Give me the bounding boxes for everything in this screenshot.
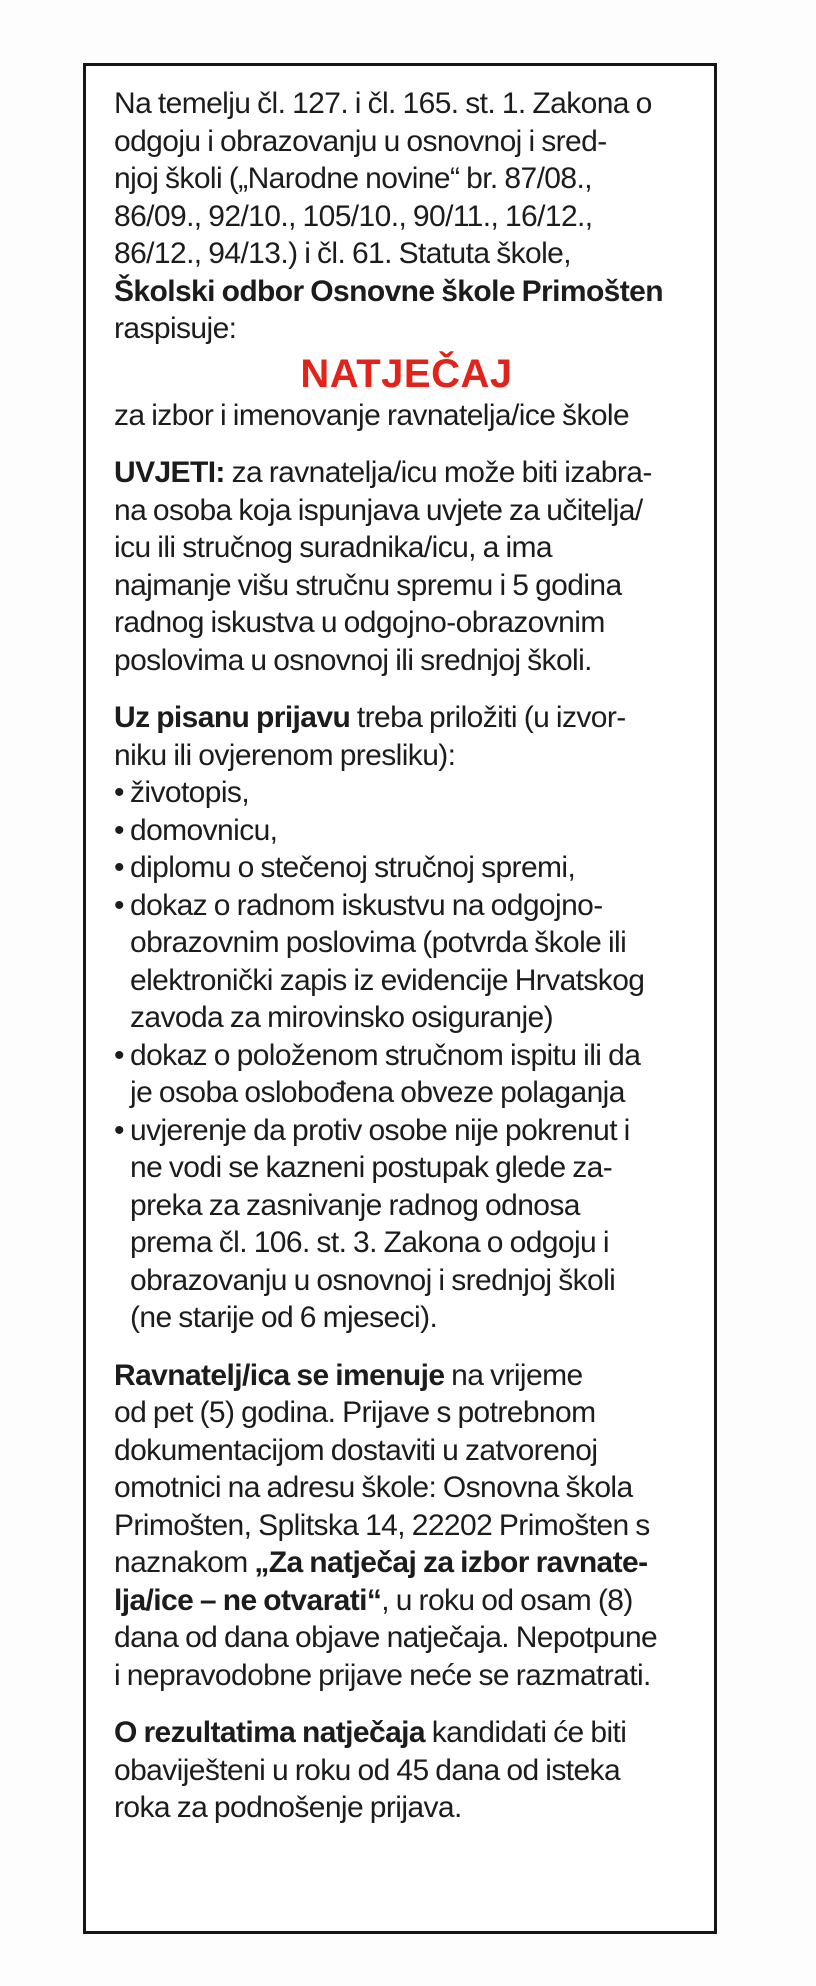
notice-content [114, 85, 699, 1827]
results-line: roka za podnošenje prijava. [114, 1791, 462, 1824]
conditions-line [114, 454, 699, 492]
results-paragraph [114, 1714, 699, 1827]
list-item-continuation: ne vodi se kazneni postupak glede za- [130, 1151, 613, 1184]
envelope-marking: lja/ice – ne otvarati“ [114, 1583, 382, 1617]
list-item-continuation: je osoba oslobođena obveze polaganja [130, 1076, 625, 1109]
list-item-continuation: zavoda za mirovinsko osiguranje) [130, 1001, 554, 1034]
spacer [114, 1694, 699, 1714]
appointment-text: na vrijeme [444, 1358, 583, 1392]
spacer [114, 679, 699, 699]
list-item: • domovnicu, [114, 812, 699, 850]
list-item-continuation: obrazovanju u osnovnoj i srednjoj školi [130, 1263, 616, 1297]
list-item: • uvjerenje da protiv osobe nije pokrenut i [114, 1112, 699, 1150]
intro-line: Na temelju čl. 127. i čl. 165. st. 1. Zakona o [114, 87, 652, 120]
intro-line: 86/12., 94/13.) i čl. 61. Statuta škole, [114, 237, 571, 270]
envelope-marking: „Za natječaj za izbor ravnate- [254, 1546, 648, 1579]
appointment-paragraph [114, 1357, 699, 1695]
notice-frame [83, 63, 717, 1934]
spacer [114, 434, 699, 454]
list-item: • dokaz o radnom iskustvu na odgojno- [114, 887, 699, 925]
list-item-continuation: preka za zasnivanje radnog odnosa [130, 1188, 580, 1222]
appointment-line: Primošten, Splitska 14, 22202 Primošten s [114, 1508, 650, 1542]
attachments-label: Uz pisanu prijavu [114, 701, 351, 734]
list-item: • dokaz o položenom stručnom ispitu ili da [114, 1037, 699, 1075]
results-label: O rezultatima natječaja [114, 1716, 425, 1749]
intro-line: odgoju i obrazovanju u osnovnoj i sred- [114, 124, 607, 158]
attachments-line: niku ili ovjerenom presliku): [114, 738, 456, 772]
appointment-label: Ravnatelj/ica se imenuje [114, 1358, 445, 1392]
spacer [114, 1337, 699, 1357]
attachments-paragraph [114, 699, 699, 1337]
appointment-line: od pet (5) godina. Prijave s potrebnom [114, 1396, 596, 1429]
list-item-continuation: obrazovnim poslovima (potvrda škole ili [130, 926, 627, 959]
appointment-line [114, 1544, 699, 1582]
issuer-name: Školski odbor Osnovne škole Primošten [114, 274, 663, 308]
intro-line: njoj školi („Narodne novine“ br. 87/08., [114, 162, 592, 195]
conditions-line: na osoba koja ispunjava uvjete za učitelja/ [114, 493, 643, 527]
results-line: obaviješteni u roku od 45 dana od isteka [114, 1753, 621, 1787]
appointment-line: omotnici na adresu škole: Osnovna škola [114, 1471, 633, 1504]
attachments-line [114, 699, 699, 737]
results-text: kandidati će biti [425, 1716, 627, 1749]
conditions-line: icu ili stručnog suradnika/icu, a ima [114, 531, 553, 564]
appointment-line: dokumentacijom dostaviti u zatvorenoj [114, 1433, 598, 1467]
attachments-text: treba priložiti (u izvor- [350, 701, 626, 734]
appointment-text: naznakom [114, 1546, 255, 1579]
list-item: • diplomu o stečenoj stručnoj spremi, [114, 849, 699, 887]
intro-paragraph [114, 85, 699, 348]
intro-line: raspisuje: [114, 312, 237, 345]
conditions-paragraph [114, 454, 699, 679]
list-item-continuation: prema čl. 106. st. 3. Zakona o odgoju i [130, 1226, 609, 1259]
appointment-line [114, 1582, 699, 1620]
conditions-text: za ravnatelja/icu može biti izabra- [224, 456, 652, 489]
notice-subtitle: za izbor i imenovanje ravnatelja/ice škole [114, 398, 630, 432]
appointment-line: dana od dana objave natječaja. Nepotpune [114, 1621, 658, 1654]
notice-title: NATJEČAJ [300, 351, 513, 396]
results-line [114, 1714, 699, 1752]
appointment-line: i nepravodobne prijave neće se razmatrati. [114, 1658, 651, 1692]
intro-line: 86/09., 92/10., 105/10., 90/11., 16/12., [114, 199, 593, 233]
conditions-line: najmanje višu stručnu spremu i 5 godina [114, 568, 622, 602]
conditions-line: poslovima u osnovnoj ili srednjoj školi. [114, 643, 592, 677]
appointment-line [114, 1357, 699, 1395]
list-item-continuation: (ne starije od 6 mjeseci). [130, 1301, 438, 1334]
conditions-line: radnog iskustva u odgojno-obrazovnim [114, 606, 605, 639]
conditions-label: UVJETI: [114, 456, 225, 489]
list-item-continuation: elektronički zapis iz evidencije Hrvatskog [130, 963, 645, 997]
list-item: • životopis, [114, 774, 699, 812]
appointment-text: , u roku od osam (8) [381, 1583, 633, 1617]
